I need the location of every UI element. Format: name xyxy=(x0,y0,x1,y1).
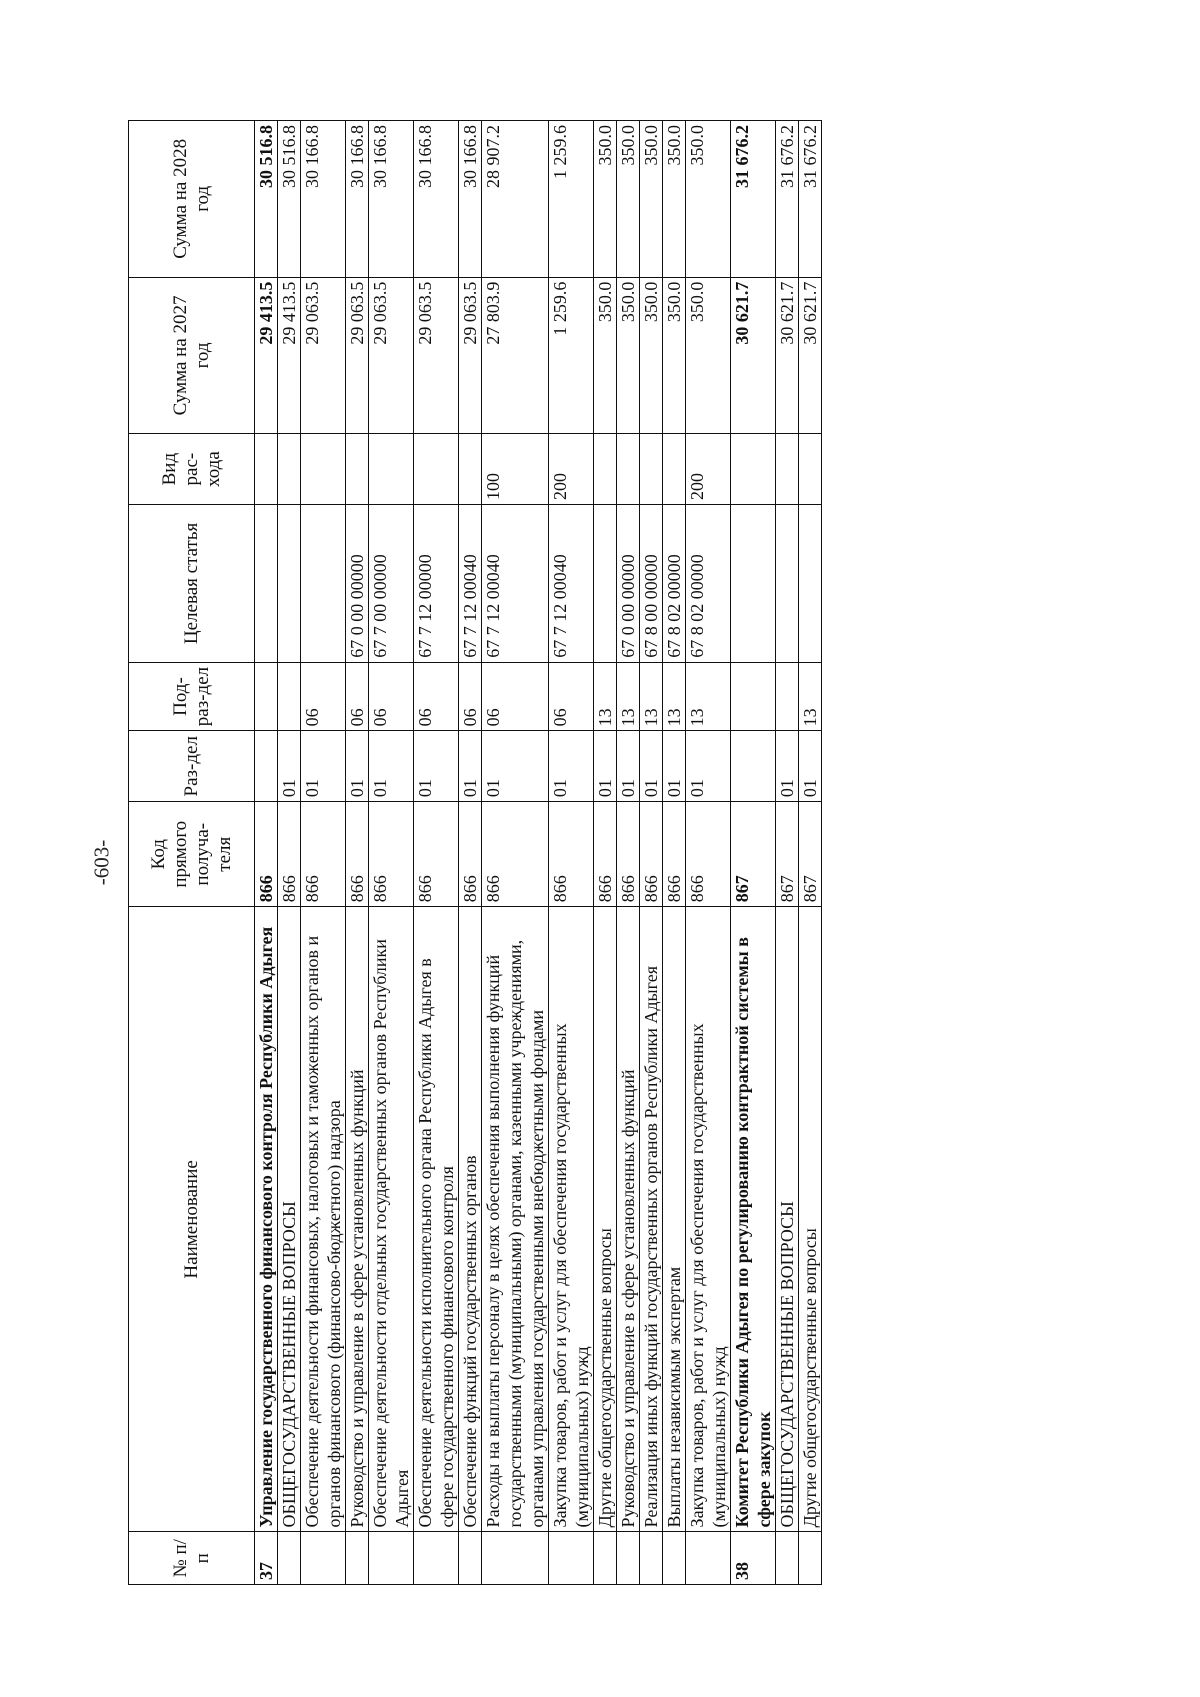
cell-num xyxy=(346,1532,369,1585)
cell-target: 67 7 12 00040 xyxy=(459,505,482,663)
cell-subsection: 06 xyxy=(459,662,482,731)
cell-subsection: 13 xyxy=(663,662,686,731)
cell-name: Другие общегосударственные вопросы xyxy=(799,907,822,1532)
cell-sum-2028: 350.0 xyxy=(617,121,640,278)
cell-section: 01 xyxy=(663,731,686,802)
cell-expense xyxy=(346,434,369,505)
cell-name: Закупка товаров, работ и услуг для обеспечения государственных (муниципальных) нужд xyxy=(549,907,594,1532)
header-expense: Вид рас-хода xyxy=(129,434,255,505)
cell-target xyxy=(731,505,776,663)
cell-num xyxy=(414,1532,459,1585)
cell-num xyxy=(640,1532,663,1585)
cell-recipient: 866 xyxy=(594,802,617,907)
cell-sum-2027: 350.0 xyxy=(594,277,617,434)
cell-target: 67 0 00 00000 xyxy=(617,505,640,663)
cell-sum-2027: 30 621.7 xyxy=(799,277,822,434)
cell-num xyxy=(549,1532,594,1585)
cell-target xyxy=(776,505,799,663)
cell-subsection: 06 xyxy=(482,662,549,731)
header-sum-2027: Сумма на 2027 год xyxy=(129,277,255,434)
page-number: -603- xyxy=(89,839,114,886)
table-row xyxy=(255,121,278,1585)
cell-subsection: 13 xyxy=(617,662,640,731)
cell-expense xyxy=(255,434,278,505)
cell-num xyxy=(776,1532,799,1585)
cell-section: 01 xyxy=(482,731,549,802)
table-row xyxy=(686,121,731,1585)
cell-sum-2027: 29 413.5 xyxy=(278,277,301,434)
cell-sum-2028: 350.0 xyxy=(686,121,731,278)
cell-subsection: 06 xyxy=(414,662,459,731)
cell-sum-2028: 30 166.8 xyxy=(346,121,369,278)
cell-sum-2027: 27 803.9 xyxy=(482,277,549,434)
cell-expense: 200 xyxy=(686,434,731,505)
cell-subsection xyxy=(731,662,776,731)
cell-expense xyxy=(776,434,799,505)
cell-expense xyxy=(594,434,617,505)
cell-section: 01 xyxy=(776,731,799,802)
cell-section: 01 xyxy=(640,731,663,802)
cell-sum-2028: 30 166.8 xyxy=(414,121,459,278)
table-row xyxy=(663,121,686,1585)
cell-sum-2027: 350.0 xyxy=(686,277,731,434)
table-row xyxy=(414,121,459,1585)
table-row xyxy=(278,121,301,1585)
cell-sum-2027: 350.0 xyxy=(617,277,640,434)
cell-target: 67 8 02 00000 xyxy=(663,505,686,663)
budget-table xyxy=(128,120,822,1585)
cell-name: Руководство и управление в сфере установленных функций xyxy=(617,907,640,1532)
cell-target xyxy=(278,505,301,663)
cell-expense: 200 xyxy=(549,434,594,505)
cell-num xyxy=(369,1532,414,1585)
cell-target: 67 8 02 00000 xyxy=(686,505,731,663)
cell-num xyxy=(594,1532,617,1585)
cell-expense xyxy=(663,434,686,505)
cell-sum-2028: 31 676.2 xyxy=(731,121,776,278)
cell-num xyxy=(686,1532,731,1585)
table-row xyxy=(482,121,549,1585)
header-section: Раз-дел xyxy=(129,731,255,802)
header-num: № п/п xyxy=(129,1532,255,1585)
cell-name: Закупка товаров, работ и услуг для обеспечения государственных (муниципальных) нужд xyxy=(686,907,731,1532)
table-row xyxy=(799,121,822,1585)
cell-sum-2027: 29 063.5 xyxy=(369,277,414,434)
cell-subsection xyxy=(278,662,301,731)
cell-sum-2027: 1 259.6 xyxy=(549,277,594,434)
cell-recipient: 866 xyxy=(414,802,459,907)
cell-section: 01 xyxy=(686,731,731,802)
cell-recipient: 866 xyxy=(482,802,549,907)
cell-sum-2028: 28 907.2 xyxy=(482,121,549,278)
cell-section: 01 xyxy=(549,731,594,802)
cell-section xyxy=(731,731,776,802)
cell-sum-2027: 29 063.5 xyxy=(346,277,369,434)
cell-sum-2028: 31 676.2 xyxy=(799,121,822,278)
cell-target: 67 0 00 00000 xyxy=(346,505,369,663)
table-row xyxy=(369,121,414,1585)
cell-section: 01 xyxy=(594,731,617,802)
table-row xyxy=(617,121,640,1585)
cell-subsection: 06 xyxy=(301,662,346,731)
rotated-table-container xyxy=(128,120,1128,1585)
cell-target xyxy=(255,505,278,663)
table-body xyxy=(255,121,822,1585)
cell-section: 01 xyxy=(617,731,640,802)
cell-target xyxy=(301,505,346,663)
cell-recipient: 866 xyxy=(346,802,369,907)
table-row xyxy=(731,121,776,1585)
cell-name: Выплаты независимым экспертам xyxy=(663,907,686,1532)
cell-section: 01 xyxy=(414,731,459,802)
cell-num xyxy=(663,1532,686,1585)
cell-name: Обеспечение деятельности отдельных государственных органов Республики Адыгея xyxy=(369,907,414,1532)
cell-name: ОБЩЕГОСУДАРСТВЕННЫЕ ВОПРОСЫ xyxy=(278,907,301,1532)
header-subsection: Под-раз-дел xyxy=(129,662,255,731)
cell-num xyxy=(617,1532,640,1585)
cell-recipient: 866 xyxy=(617,802,640,907)
cell-target: 67 7 00 00000 xyxy=(369,505,414,663)
table-row xyxy=(594,121,617,1585)
cell-subsection: 13 xyxy=(640,662,663,731)
cell-sum-2028: 30 166.8 xyxy=(459,121,482,278)
table-row xyxy=(776,121,799,1585)
cell-name: Комитет Республики Адыгея по регулированию контрактной системы в сфере закупок xyxy=(731,907,776,1532)
cell-subsection: 06 xyxy=(346,662,369,731)
cell-recipient: 866 xyxy=(301,802,346,907)
cell-subsection xyxy=(255,662,278,731)
cell-expense xyxy=(617,434,640,505)
cell-section: 01 xyxy=(278,731,301,802)
cell-subsection: 06 xyxy=(549,662,594,731)
cell-num: 38 xyxy=(731,1532,776,1585)
cell-name: Руководство и управление в сфере установленных функций xyxy=(346,907,369,1532)
cell-sum-2028: 350.0 xyxy=(594,121,617,278)
cell-section: 01 xyxy=(459,731,482,802)
cell-subsection: 13 xyxy=(686,662,731,731)
cell-expense xyxy=(640,434,663,505)
header-name: Наименование xyxy=(129,907,255,1532)
cell-sum-2027: 29 063.5 xyxy=(301,277,346,434)
cell-sum-2027: 30 621.7 xyxy=(731,277,776,434)
cell-sum-2028: 31 676.2 xyxy=(776,121,799,278)
cell-sum-2027: 29 063.5 xyxy=(459,277,482,434)
cell-num xyxy=(301,1532,346,1585)
cell-name: Обеспечение функций государственных органов xyxy=(459,907,482,1532)
cell-subsection: 13 xyxy=(799,662,822,731)
header-row xyxy=(129,121,255,1585)
cell-name: Обеспечение деятельности исполнительного органа Республики Адыгея в сфере государственного финансового контроля xyxy=(414,907,459,1532)
cell-expense xyxy=(369,434,414,505)
cell-sum-2027: 350.0 xyxy=(663,277,686,434)
cell-expense xyxy=(731,434,776,505)
cell-section: 01 xyxy=(369,731,414,802)
cell-recipient: 866 xyxy=(663,802,686,907)
cell-num: 37 xyxy=(255,1532,278,1585)
cell-expense xyxy=(459,434,482,505)
cell-recipient: 867 xyxy=(776,802,799,907)
cell-target: 67 7 12 00040 xyxy=(482,505,549,663)
table-row xyxy=(459,121,482,1585)
cell-subsection: 13 xyxy=(594,662,617,731)
cell-sum-2028: 30 166.8 xyxy=(301,121,346,278)
cell-target xyxy=(594,505,617,663)
cell-sum-2027: 29 413.5 xyxy=(255,277,278,434)
table-row xyxy=(640,121,663,1585)
cell-num xyxy=(459,1532,482,1585)
header-target: Целевая статья xyxy=(129,505,255,663)
cell-name: Расходы на выплаты персоналу в целях обеспечения выполнения функций государственными (муниципальными) органами, казенными учреждениями, органами управления государственными внебюджетными фондами xyxy=(482,907,549,1532)
cell-recipient: 866 xyxy=(640,802,663,907)
cell-target: 67 7 12 00000 xyxy=(414,505,459,663)
cell-recipient: 867 xyxy=(799,802,822,907)
cell-sum-2028: 30 166.8 xyxy=(369,121,414,278)
cell-sum-2028: 1 259.6 xyxy=(549,121,594,278)
cell-num xyxy=(278,1532,301,1585)
cell-recipient: 866 xyxy=(278,802,301,907)
cell-section xyxy=(255,731,278,802)
header-sum-2028: Сумма на 2028 год xyxy=(129,121,255,278)
cell-recipient: 867 xyxy=(731,802,776,907)
cell-recipient: 866 xyxy=(255,802,278,907)
cell-sum-2027: 30 621.7 xyxy=(776,277,799,434)
cell-sum-2027: 29 063.5 xyxy=(414,277,459,434)
cell-sum-2028: 30 516.8 xyxy=(255,121,278,278)
table-row xyxy=(346,121,369,1585)
cell-recipient: 866 xyxy=(369,802,414,907)
cell-expense xyxy=(278,434,301,505)
cell-recipient: 866 xyxy=(459,802,482,907)
cell-name: ОБЩЕГОСУДАРСТВЕННЫЕ ВОПРОСЫ xyxy=(776,907,799,1532)
cell-target: 67 7 12 00040 xyxy=(549,505,594,663)
cell-num xyxy=(482,1532,549,1585)
cell-name: Другие общегосударственные вопросы xyxy=(594,907,617,1532)
table-row xyxy=(549,121,594,1585)
cell-recipient: 866 xyxy=(686,802,731,907)
cell-target: 67 8 00 00000 xyxy=(640,505,663,663)
cell-name: Обеспечение деятельности финансовых, налоговых и таможенных органов и органов финансового (финансово-бюджетного) надзора xyxy=(301,907,346,1532)
cell-recipient: 866 xyxy=(549,802,594,907)
cell-expense: 100 xyxy=(482,434,549,505)
cell-expense xyxy=(414,434,459,505)
cell-sum-2027: 350.0 xyxy=(640,277,663,434)
cell-subsection xyxy=(776,662,799,731)
cell-expense xyxy=(799,434,822,505)
cell-section: 01 xyxy=(301,731,346,802)
cell-sum-2028: 30 516.8 xyxy=(278,121,301,278)
cell-expense xyxy=(301,434,346,505)
cell-name: Реализация иных функций государственных органов Республики Адыгея xyxy=(640,907,663,1532)
cell-target xyxy=(799,505,822,663)
cell-subsection: 06 xyxy=(369,662,414,731)
cell-sum-2028: 350.0 xyxy=(640,121,663,278)
header-recipient: Код прямого получа-теля xyxy=(129,802,255,907)
table-row xyxy=(301,121,346,1585)
cell-sum-2028: 350.0 xyxy=(663,121,686,278)
cell-name: Управление государственного финансового контроля Республики Адыгея xyxy=(255,907,278,1532)
cell-num xyxy=(799,1532,822,1585)
cell-section: 01 xyxy=(346,731,369,802)
cell-section: 01 xyxy=(799,731,822,802)
